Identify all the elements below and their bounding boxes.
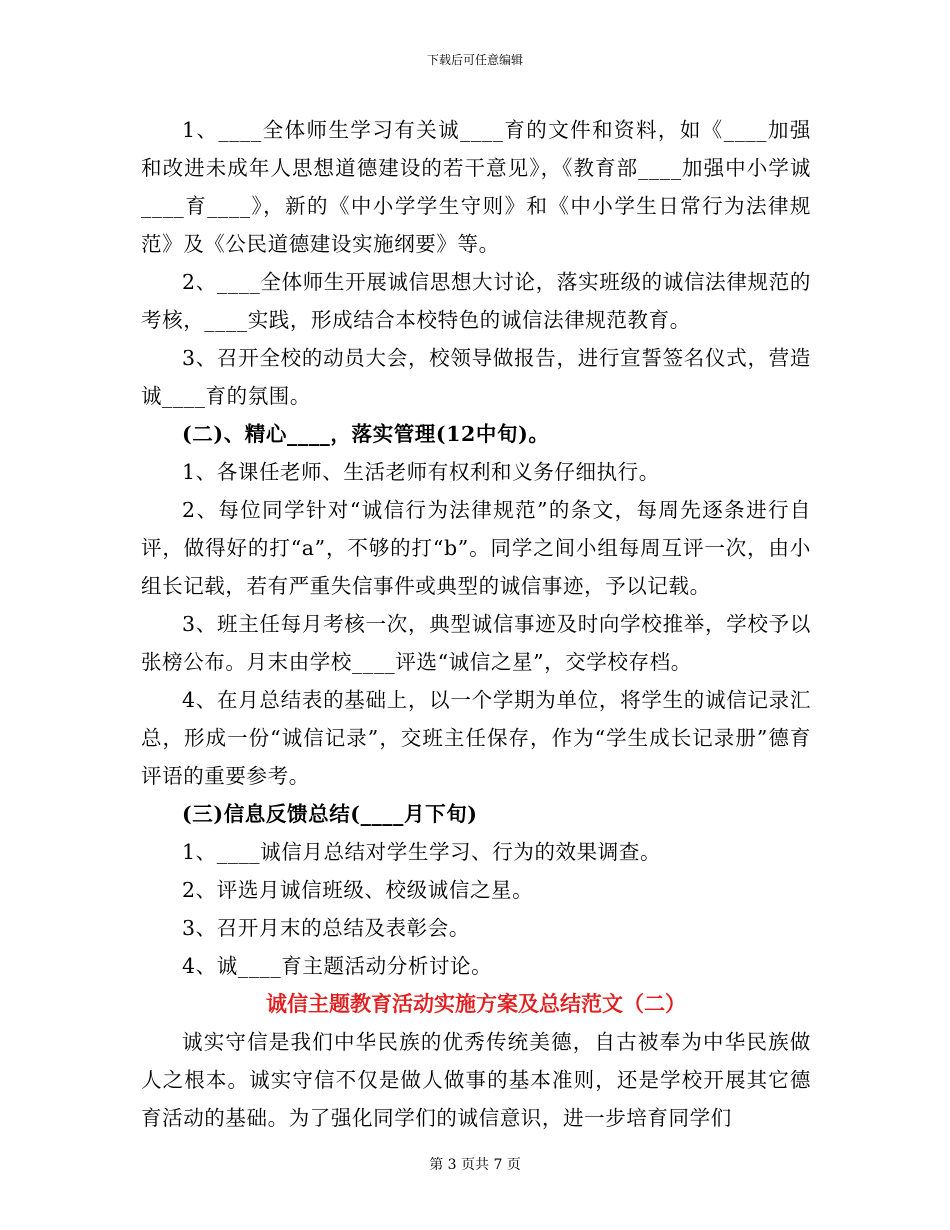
paragraph-item-1: 1、____全体师生学习有关诚____育的文件和资料，如《____加强和改进未成年人思想道德建设的若干意见》，《教育部____加强中小学诚____育____》，新的《中小学学生守则》和《中小学生日常行为法律规范》及《公民道德建设实施纲要》等。 — [141, 118, 811, 256]
section-title: 诚信主题教育活动实施方案及总结范文（二） — [266, 992, 686, 1016]
page-header: 下载后可任意编辑 — [426, 53, 523, 67]
paragraph-item-11: 4、诚____育主题活动分析讨论。 — [182, 954, 493, 978]
paragraph-item-2: 2、____全体师生开展诚信思想大讨论，落实班级的诚信法律规范的考核，____实践，形成结合本校特色的诚信法律规范教育。 — [141, 270, 811, 332]
paragraph-item-7: 4、在月总结表的基础上，以一个学期为单位，将学生的诚信记录汇总，形成一份“诚信记录”，交班主任保存，作为“学生成长记录册”德育评语的重要参考。 — [141, 688, 811, 788]
subheading-two: (二)、精心____，落实管理(12中旬)。 — [182, 422, 550, 446]
paragraph-item-5: 2、每位同学针对“诚信行为法律规范”的条文，每周先逐条进行自评，做得好的打“a”，不够的打“b”。同学之间小组每周互评一次，由小组长记载，若有严重失信事件或典型的诚信事迹，予以记载。 — [141, 498, 811, 598]
paragraph-item-6: 3、班主任每月考核一次，典型诚信事迹及时向学校推举，学校予以张榜公布。月末由学校____评选“诚信之星”，交学校存档。 — [141, 612, 811, 674]
document-body — [141, 111, 811, 1137]
subheading-three: (三)信息反馈总结(____月下旬) — [182, 802, 478, 826]
paragraph-item-9: 2、评选月诚信班级、校级诚信之星。 — [182, 878, 534, 902]
section-intro-paragraph: 诚实守信是我们中华民族的优秀传统美德，自古被奉为中华民族做人之根本。诚实守信不仅是做人做事的基本准则，还是学校开展其它德育活动的基础。为了强化同学们的诚信意识，进一步培育同学们 — [141, 1030, 811, 1130]
paragraph-item-4: 1、各课任老师、生活老师有权利和义务仔细执行。 — [182, 460, 660, 484]
paragraph-item-8: 1、____诚信月总结对学生学习、行为的效果调查。 — [182, 840, 662, 864]
paragraph-item-10: 3、召开月末的总结及表彰会。 — [182, 916, 470, 940]
paragraph-item-3: 3、召开全校的动员大会，校领导做报告，进行宣誓签名仪式，营造诚____育的氛围。 — [141, 346, 811, 408]
page-footer: 第 3 页共 7 页 — [429, 1157, 521, 1173]
